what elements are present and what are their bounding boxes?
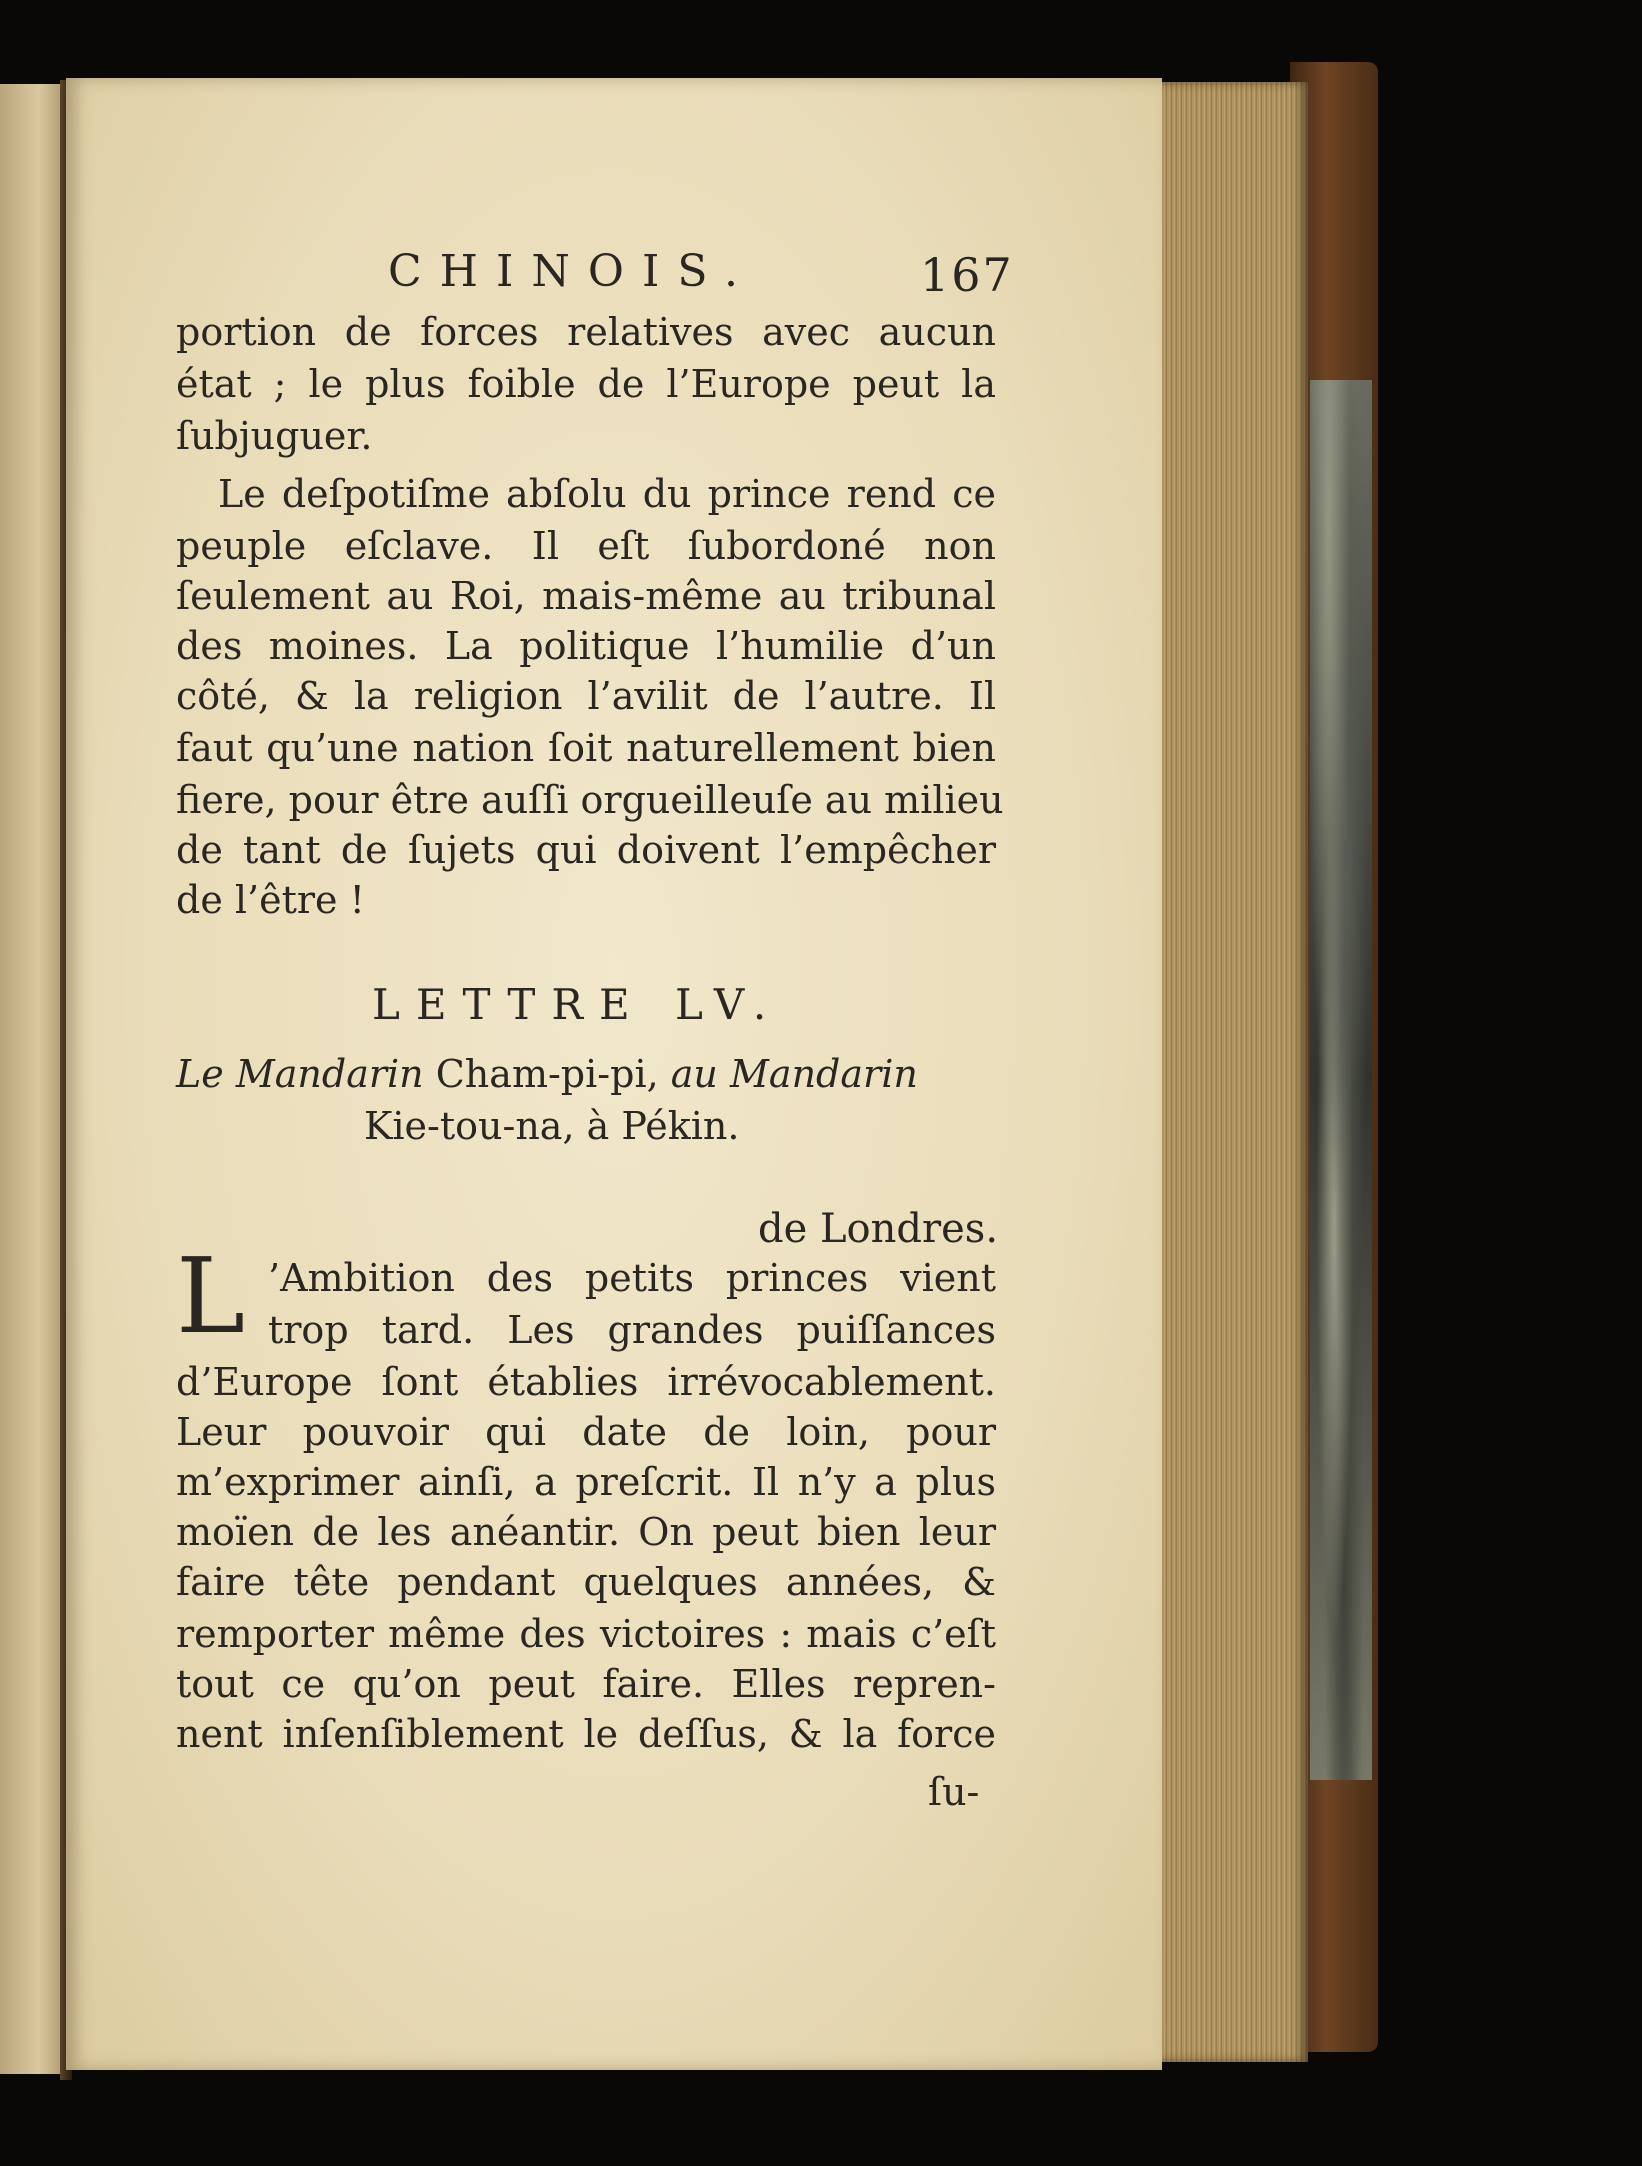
text-line: d’Europe ſont établies irrévocablement. [176, 1360, 996, 1404]
address-line-1 [176, 1052, 918, 1096]
text-line: remporter même des victoires : mais c’eſt [176, 1612, 996, 1656]
text-line: état ; le plus foible de l’Europe peut la [176, 362, 996, 406]
running-head: CHINOIS. [388, 246, 756, 297]
catchword: ſu- [928, 1770, 980, 1814]
address-sender: Cham-pi-pi, [435, 1052, 659, 1096]
text-line: ſubjuguer. [176, 414, 373, 458]
address-line-2: Kie-tou-na, à Pékin. [364, 1104, 740, 1148]
text-line: nent inſenſiblement le deſſus, & la force [176, 1712, 996, 1756]
text-line: ſeulement au Roi, mais-même au tribunal [176, 574, 996, 618]
text-line: de l’être ! [176, 878, 365, 922]
text-line: fiere, pour être auſſi orgueilleuſe au milieu [176, 778, 1004, 822]
marbled-cover [1310, 380, 1372, 1780]
drop-cap: L [176, 1235, 246, 1357]
text-line: trop tard. Les grandes puiſſances [268, 1308, 996, 1352]
place-line: de Londres. [758, 1206, 999, 1252]
letter-heading: LETTRE LV. [372, 980, 783, 1029]
address-mandarin: Mandarin [235, 1052, 424, 1096]
text-line: moïen de les anéantir. On peut bien leur [176, 1510, 996, 1554]
text-line: ’Ambition des petits princes vient [268, 1256, 996, 1300]
address-le: Le [176, 1052, 224, 1096]
address-mandarin-2: Mandarin [730, 1052, 918, 1096]
text-line: faut qu’une nation ſoit naturellement bien [176, 726, 996, 770]
page-number: 167 [920, 248, 1014, 302]
text-line: peuple eſclave. Il eſt ſubordoné non [176, 524, 996, 568]
text-line: tout ce qu’on peut faire. Elles repren- [176, 1662, 996, 1706]
text-line: Le deſpotiſme abſolu du prince rend ce [218, 472, 996, 516]
page-fore-edge [1158, 82, 1308, 2062]
text-line: côté, & la religion l’avilit de l’autre. Il [176, 674, 996, 718]
text-line: faire tête pendant quelques années, & [176, 1560, 996, 1604]
address-au: au [670, 1052, 718, 1096]
text-line: des moines. La politique l’humilie d’un [176, 624, 996, 668]
text-line: Leur pouvoir qui date de loin, pour [176, 1410, 996, 1454]
text-line: portion de forces relatives avec aucun [176, 310, 996, 354]
text-line: m’exprimer ainſi, a preſcrit. Il n’y a plus [176, 1460, 996, 1504]
text-line: de tant de ſujets qui doivent l’empêcher [176, 828, 996, 872]
